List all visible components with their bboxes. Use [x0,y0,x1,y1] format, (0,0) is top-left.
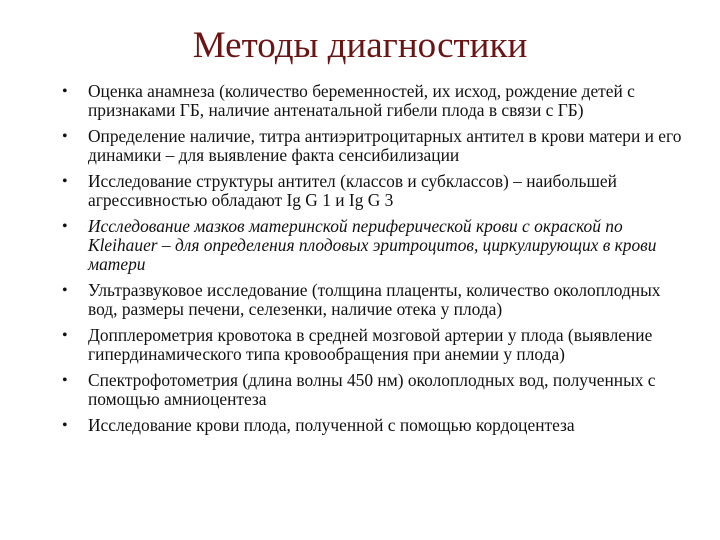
bullet-item-4 [62,217,692,274]
bullet-item-5 [62,281,692,319]
bullet-dot-icon: • [62,83,68,100]
bullet-text: Исследование крови плода, полученной с помощью кордоцентеза [88,415,575,435]
bullet-dot-icon: • [62,372,68,389]
bullet-item-7 [62,371,692,409]
bullet-dot-icon: • [62,327,68,344]
bullet-text: Оценка анамнеза (количество беременностей, их исход, рождение детей с признаками ГБ, наличие антенатальной гибели плода в связи с ГБ) [88,81,635,120]
bullet-text: Определение наличие, титра антиэритроцитарных антител в крови матери и его динамики – для выявление факта сенсибилизации [88,126,682,165]
bullet-item-2 [62,127,692,165]
bullet-item-8 [62,416,692,435]
bullet-text: Спектрофотометрия (длина волны 450 нм) околоплодных вод, полученных с помощью амниоцентеза [88,370,656,409]
bullet-text: Исследование мазков материнской периферической крови с окраской по Kleihauer – для определения плодовых эритроцитов, циркулирующих в крови матери [88,216,657,274]
bullet-text: Ультразвуковое исследование (толщина плаценты, количество околоплодных вод, размеры печени, селезенки, наличие отека у плода) [88,280,661,319]
bullet-dot-icon: • [62,282,68,299]
bullet-item-6 [62,326,692,364]
bullet-text: Исследование структуры антител (классов и субклассов) – наибольшей агрессивностью обладают Ig G 1 и Ig G 3 [88,171,617,210]
bullet-item-1 [62,82,692,120]
bullet-dot-icon: • [62,417,68,434]
bullet-item-3 [62,172,692,210]
bullet-dot-icon: • [62,218,68,235]
bullet-list [62,82,692,442]
bullet-dot-icon: • [62,128,68,145]
bullet-dot-icon: • [62,173,68,190]
bullet-text: Допплерометрия кровотока в средней мозговой артерии у плода (выявление гипердинамического типа кровообращения при анемии у плода) [88,325,653,364]
slide-title: Методы диагностики [192,25,528,66]
